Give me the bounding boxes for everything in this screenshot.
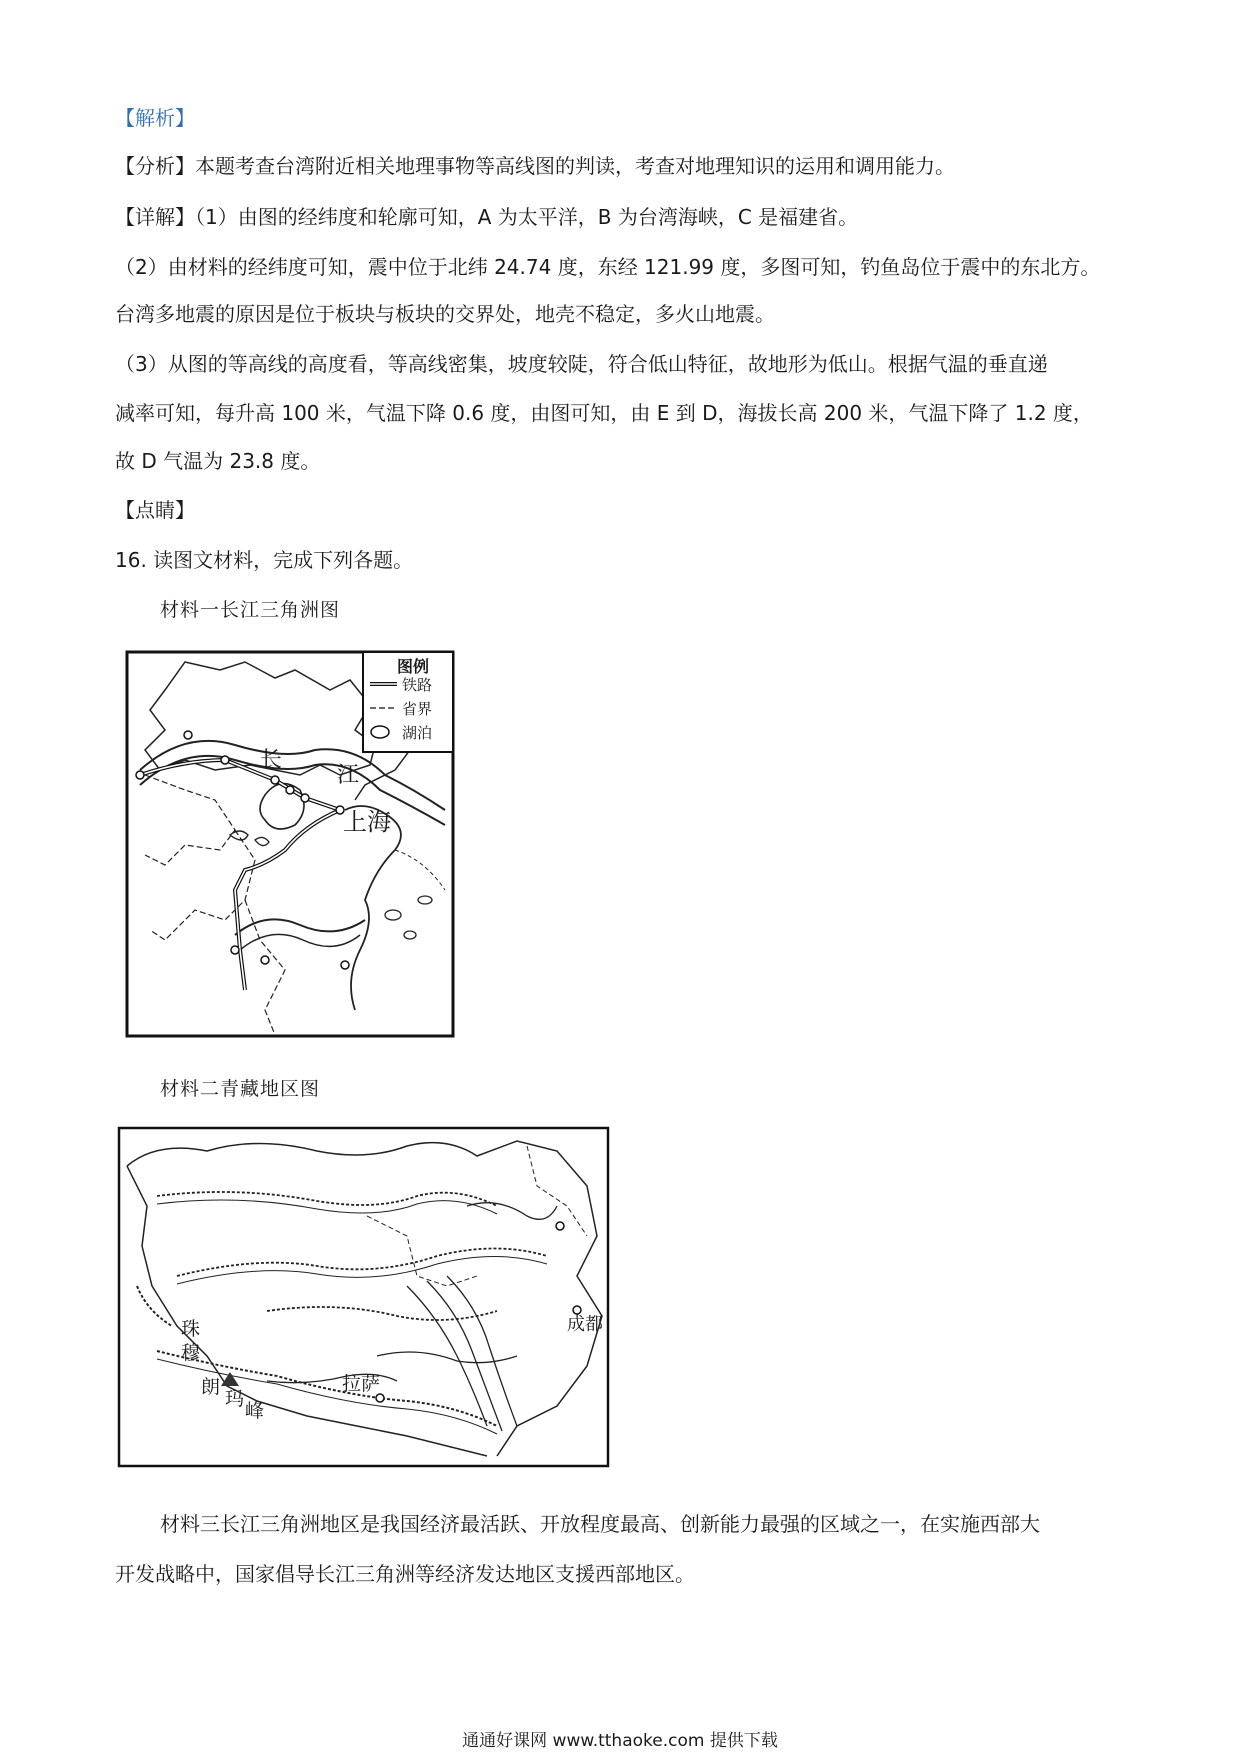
detail-3b: 减率可知，每升高 100 米，气温下降 0.6 度，由图可知，由 E 到 D，海拔长高 200 米，气温下降了 1.2 度， bbox=[115, 401, 1093, 425]
label-chengdu: 成都 bbox=[567, 1314, 603, 1335]
material2-caption: 材料二青藏地区图 bbox=[160, 1078, 321, 1100]
detail-3c: 故 D 气温为 23.8 度。 bbox=[115, 449, 321, 473]
legend-railway: 铁路 bbox=[402, 676, 433, 694]
legend-title: 图例 bbox=[397, 657, 430, 676]
analysis-text: 【分析】本题考查台湾附近相关地理事物等高线图的判读，考查对地理知识的运用和调用能力。 bbox=[115, 154, 955, 178]
detail-1: 【详解】（1）由图的经纬度和轮廓可知，A 为太平洋，B 为台湾海峡，C 是福建省。 bbox=[115, 205, 859, 229]
label-ma: 玛 bbox=[225, 1388, 245, 1410]
page-footer: 通通好课网 www.tthaoke.com 提供下载 bbox=[462, 1731, 778, 1751]
legend-lake: 湖泊 bbox=[402, 724, 433, 742]
pointer-label: 【点睛】 bbox=[115, 498, 195, 522]
question-16: 16. 读图文材料，完成下列各题。 bbox=[115, 548, 414, 572]
material1-caption: 材料一长江三角洲图 bbox=[160, 599, 341, 621]
detail-3a: （3）从图的等高线的高度看，等高线密集，坡度较陡，符合低山特征，故地形为低山。根据气温的垂直递 bbox=[115, 352, 1048, 376]
material3-line1: 材料三长江三角洲地区是我国经济最活跃、开放程度最高、创新能力最强的区域之一，在实施西部大 bbox=[160, 1512, 1040, 1536]
analysis-header: 【解析】 bbox=[115, 106, 195, 130]
label-mu: 穆 bbox=[181, 1342, 201, 1364]
yangtze-delta-map bbox=[125, 650, 457, 1040]
label-lang: 朗 bbox=[201, 1376, 221, 1398]
detail-2b: 台湾多地震的原因是位于板块与板块的交界处，地壳不稳定，多火山地震。 bbox=[115, 302, 775, 326]
detail-2a: （2）由材料的经纬度可知，震中位于北纬 24.74 度，东经 121.99 度，多图可知，钓鱼岛位于震中的东北方。 bbox=[115, 255, 1101, 279]
material3-line2: 开发战略中，国家倡导长江三角洲等经济发达地区支援西部地区。 bbox=[115, 1562, 695, 1586]
label-feng: 峰 bbox=[245, 1400, 265, 1422]
label-zhu: 珠 bbox=[181, 1318, 201, 1340]
legend-border: 省界 bbox=[402, 700, 433, 718]
qinghai-tibet-map bbox=[117, 1126, 612, 1470]
label-lasa: 拉萨 bbox=[342, 1373, 381, 1395]
label-chang: 长 bbox=[260, 748, 283, 773]
label-jiang: 江 bbox=[337, 763, 360, 788]
label-shanghai: 上海 bbox=[343, 808, 391, 836]
